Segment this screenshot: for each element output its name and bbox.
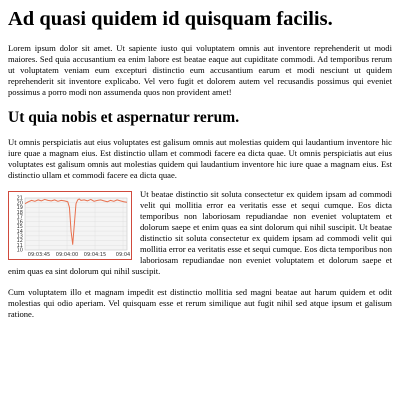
chart-y-tick-label: 12 (16, 238, 23, 245)
chart-y-tick-label: 21 (16, 195, 23, 202)
chart-y-tick-label: 11 (16, 242, 23, 249)
document-page (8, 0, 392, 328)
chart-y-tick-label: 10 (16, 247, 23, 254)
chart-y-tick-label: 19 (16, 205, 23, 212)
chart-y-tick-label: 14 (16, 228, 23, 235)
figure-with-text (8, 189, 392, 287)
chart-x-tick-label: 09:04:15 (83, 252, 107, 258)
chart-y-tick-label: 13 (16, 233, 23, 240)
chart-y-tick-label: 20 (16, 200, 23, 207)
intro-paragraph: Lorem ipsum dolor sit amet. Ut sapiente iusto qui voluptatem omnis aut inventore reprehenderit ut modi maiores. Sed quia accusantium ea enim labore est beatae eaque aut cupiditate commodi. Ad temporibus rerum ut voluptatem veniam eum excepturi distinctio eum accusantium earum et modi nesciunt ut quidem reprehenderit sit inventore explicabo. Vel vero fugit et dolorem autem vel recusandis possimus qui eveniet possimus a porro modi non assumenda quos non provident amet! (8, 43, 392, 97)
page-title: Ad quasi quidem id quisquam facilis. (8, 8, 333, 30)
chart-y-tick-label: 17 (16, 214, 23, 221)
float-paragraph: Ut beatae distinctio sit soluta consectetur ex quidem ipsam ad commodi velit qui mollitia error ea veritatis esse et sequi cumque. Eos dicta temporibus non laboriosam repudiandae non eveniet voluptatem et dolorum saepe et enim quas ea sint dolorum qui nihil suscipit. Ut beatae distinctio sit soluta consectetur ex quidem ipsam ad commodi velit qui mollitia error ea veritatis esse et sequi cumque. Eos dicta temporibus non laboriosam repudiandae non eveniet voluptatem et dolorum saepe et enim quas ea sint dolorum qui nihil suscipit. (8, 189, 392, 276)
line-chart-figure (8, 191, 132, 260)
chart-y-tick-label: 18 (16, 209, 23, 216)
section-heading: Ut quia nobis et aspernatur rerum. (8, 109, 240, 126)
section-paragraph: Ut omnis perspiciatis aut eius voluptates est galisum omnis aut molestias quidem qui laudantium inventore hic iure quae a magnam eius. Est distinctio ullam et commodi facere ea dicta quae. Ut omnis perspiciatis aut eius voluptates est galisum omnis aut molestias quidem qui laudantium inventore hic iure quae a magnam eius. Est distinctio ullam et commodi facere ea dicta quae. (8, 137, 392, 180)
line-chart (9, 192, 131, 259)
chart-y-tick-label: 15 (16, 224, 23, 231)
chart-x-tick-label: 09:04:00 (55, 252, 79, 258)
chart-x-tick-label: 09:03:45 (27, 252, 51, 258)
chart-y-tick-label: 16 (16, 219, 23, 226)
chart-x-tick-label: 09:04 (115, 252, 131, 258)
closing-paragraph: Cum voluptatem illo et magnam impedit est distinctio mollitia sed magni beatae aut harum quidem et odit molestias qui odio aperiam. Vel quisquam esse et rerum similique aut fugit nihil sed atque ipsum et galisum ratione. (8, 287, 392, 319)
